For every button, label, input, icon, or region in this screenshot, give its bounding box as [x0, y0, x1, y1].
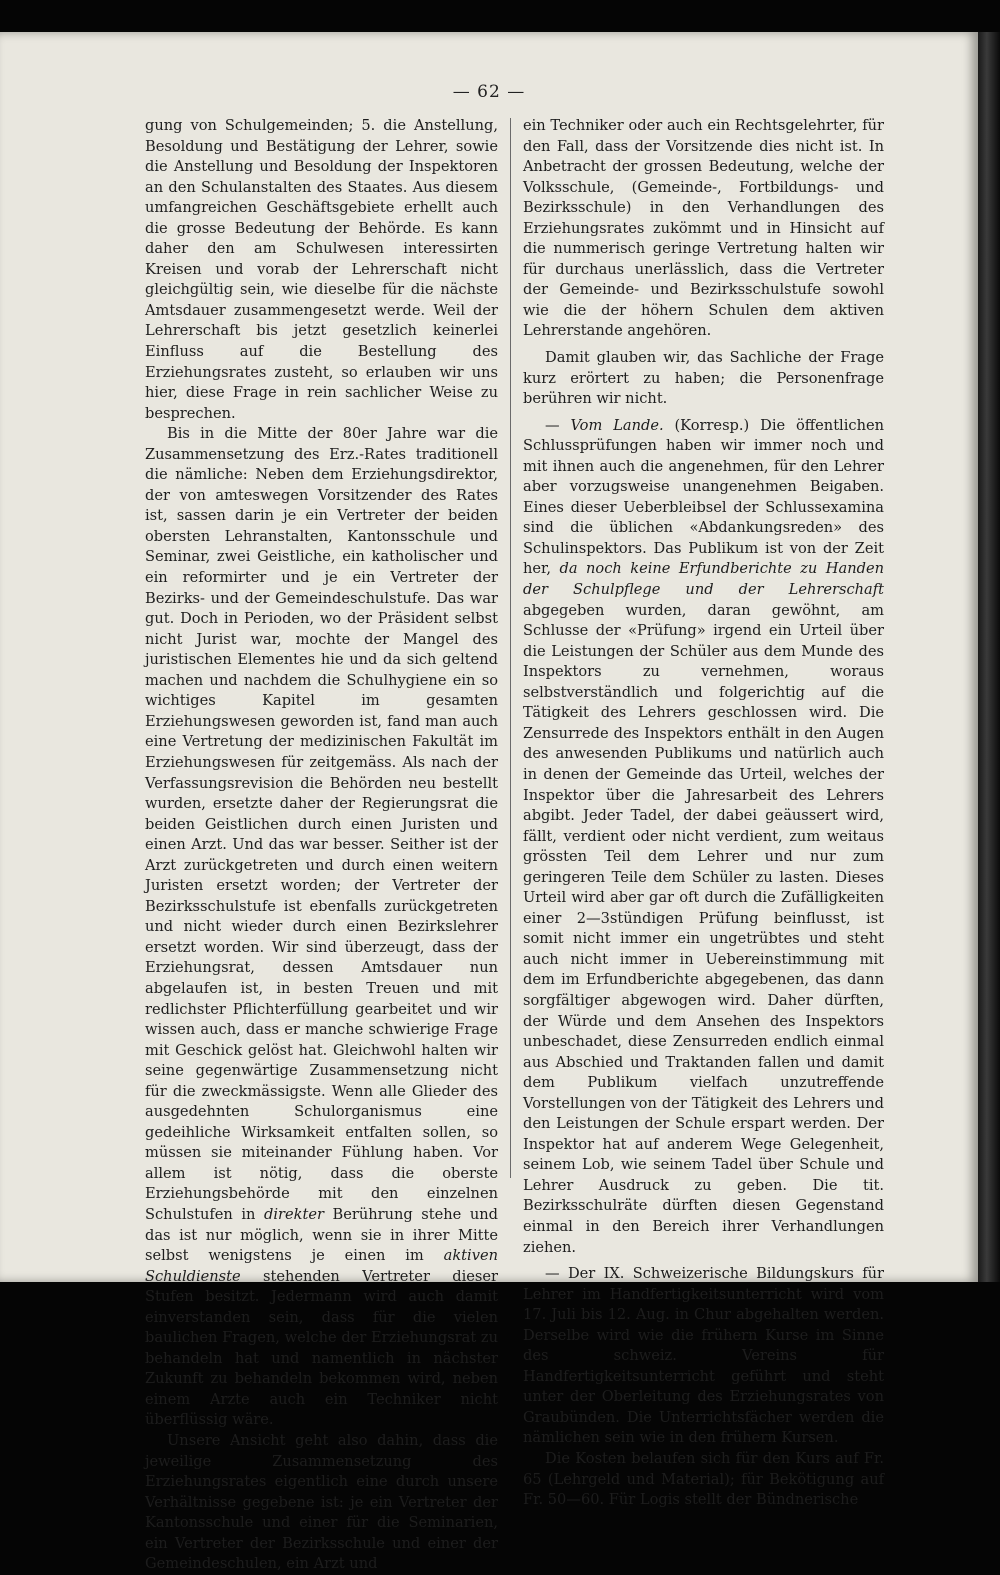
text-run: stehenden Vertreter dieser Stufen besitzt. Jedermann wird auch damit einverstanden sein, dass für die vielen baulichen Fragen, welche der Erziehungsrat zu behandeln hat und namentlich in nächster Zukunft zu behandeln bekommen wird, neben einem Arzte auch ein Techniker nicht überflüssig wäre. — [145, 1267, 498, 1429]
emphasis-text: da noch keine Erfundberichte zu Handen der Schulpflege und der Lehrerschaft — [523, 560, 884, 599]
section-heading: Vom Lande. — [570, 416, 664, 434]
right-paragraph-1 — [523, 116, 884, 342]
right-paragraph-5 — [523, 1449, 884, 1511]
right-paragraph-4 — [523, 1264, 884, 1449]
emphasis-text: direkter — [263, 1205, 324, 1223]
left-column — [145, 116, 498, 1575]
column-divider — [510, 118, 511, 1178]
left-paragraph-1 — [145, 116, 498, 424]
text-run: gung von Schulgemeinden; 5. die Anstellung, Besoldung und Bestätigung der Lehrer, sowie die Anstellung und Besoldung der Inspektoren an den Schulanstalten des Staates. Aus diesem umfangreichen Geschäftsgebiete erhellt auch die grosse Bedeutung der Behörde. Es kann daher den am Schulwesen interessirten Kreisen und vorab der Lehrerschaft nicht gleichgültig sein, wie dieselbe für die nächste Amtsdauer zusammengesetzt werde. Weil der Lehrerschaft bis jetzt gesetzlich keinerlei Einfluss auf die Bestellung des Erziehungsrates zusteht, so erlauben wir uns hier, diese Frage in rein sachlicher Weise zu besprechen. — [145, 117, 498, 422]
binding-edge — [978, 32, 1000, 1282]
text-run: — Der IX. Schweizerische Bildungskurs für Lehrer im Handfertigkeitsunterricht wird vom 17. Juli bis 12. Aug. in Chur abgehalten werden. Derselbe wird wie die frühern Kurse im Sinne des schweiz. Vereins für Handfertigkeitsunterricht geführt und steht unter der Oberleitung des Erziehungsrates von Graubünden. Die Unterrichtsfächer werden die nämlichen sein wie in den frühern Kursen. — [523, 1265, 884, 1447]
text-run: Unsere Ansicht geht also dahin, dass die jeweilige Zusammensetzung des Erziehungsrates eigentlich eine durch unsere Verhältnisse gegebene ist: je ein Vertreter der Kantonsschule und einer für die Seminarien, ein Vertreter der Bezirksschule und einer der Gemeindeschulen, ein Arzt und — [145, 1432, 498, 1573]
text-run: (Korresp.) Die öffentlichen Schlussprüfungen haben wir immer noch und mit ihnen auch die angenehmen, für den Lehrer aber vorzugsweise unangenehmen Beigaben. Eines dieser Ueberbleibsel der Schlussexamina sind die üblichen «Abdankungsreden» des Schulinspektors. Das Publikum ist von der Zeit her, — [523, 416, 885, 578]
right-paragraph-3 — [523, 416, 884, 1258]
text-run: Bis in die Mitte der 80er Jahre war die Zusammensetzung des Erz.-Rates traditionell die nämliche: Neben dem Erziehungsdirektor, der von amteswegen Vorsitzender des Rates ist, sassen darin je ein Vertreter der beiden obersten Lehranstalten, Kantonsschule und Seminar, zwei Geistliche, ein katholischer und ein reformirter und je ein Vertreter der Bezirks- und der Gemeindeschulstufe. Das war gut. Doch in Perioden, wo der Präsident selbst nicht Jurist war, mochte der Mangel des juristischen Elementes hie und da sich geltend machen und nachdem die Schulhygiene ein so wichtiges Kapitel im gesamten Erziehungswesen geworden ist, fand man auch eine Vertretung der medizinischen Fakultät im Erziehungswesen für zeitgemäss. Als nach der Verfassungsrevision die Behörden neu bestellt wurden, ersetzte daher der Regierungsrat die beiden Geistlichen durch einen Juristen und einen Arzt. Und das war besser. Seither ist der Arzt zurückgetreten und durch einen weitern Juristen ersetzt worden; der Vertreter der Bezirksschulstufe ist ebenfalls zurückgetreten und nicht wieder durch einen Bezirkslehrer ersetzt worden. Wir sind überzeugt, dass der Erziehungsrat, dessen Amtsdauer nun abgelaufen ist, in besten Treuen und mit redlichster Pflichterfüllung gearbeitet und wir wissen auch, dass er manche schwierige Frage mit Geschick gelöst hat. Gleichwohl halten wir seine gegenwärtige Zusammensetzung nicht für die zweckmässigste. Wenn alle Glieder des ausgedehnten Schulorganismus eine gedeihliche Wirksamkeit entfalten sollen, so müssen sie miteinander Fühlung haben. Vor allem ist nötig, dass die oberste Erziehungsbehörde mit den einzelnen Schulstufen in — [145, 425, 498, 1223]
emphasis-text: aktiven Schuldienste — [145, 1247, 498, 1285]
text-run: ein Techniker oder auch ein Rechtsgelehrter, für den Fall, dass der Vorsitzende dies nicht ist. In Anbetracht der grossen Bedeutung, welche der Volksschule, (Gemeinde-, Fortbildungs- und Bezirksschule) in den Verhandlungen des Erziehungsrates zukömmt und in Hinsicht auf die nummerisch geringe Vertretung halten wir für durchaus unerlässlich, dass die Vertreter der Gemeinde- und Bezirksschulstufe sowohl wie die der höhern Schulen dem aktiven Lehrerstande angehören. — [523, 117, 884, 340]
right-paragraph-2 — [523, 348, 884, 410]
left-paragraph-3 — [145, 1431, 498, 1575]
right-column — [523, 116, 884, 1511]
page-number: — 62 — — [452, 82, 526, 102]
text-run: abgegeben wurden, daran gewöhnt, am Schlusse der «Prüfung» irgend ein Urteil über die Leistungen der Schüler aus dem Munde des Inspektors zu vernehmen, woraus selbstverständlich und folgerichtig auf die Tätigkeit des Lehrers geschlossen wird. Die Zensurrede des Inspektors enthält in den Augen des anwesenden Publikums und natürlich auch in denen der Gemeinde das Urteil, welches der Inspektor über die Jahresarbeit des Lehrers abgibt. Jeder Tadel, der dabei geäussert wird, fällt, verdient oder nicht verdient, zum weitaus grössten Teil dem Lehrer und nur zum geringeren Teile dem Schüler zu lasten. Dieses Urteil wird aber gar oft durch die Zufälligkeiten einer 2—3stündigen Prüfung beinflusst, ist somit nicht immer ein ungetrübtes und steht auch nicht immer in Uebereinstimmung mit dem im Erfundberichte abgegebenen, das dann sorgfältiger abgewogen wird. Daher dürften, der Würde und dem Ansehen des Inspektors unbeschadet, diese Zensurreden endlich einmal aus Abschied und Traktanden fallen und damit dem Publikum vielfach unzutreffende Vorstellungen von der Tätigkeit des Lehrers und den Leistungen der Schule erspart werden. Der Inspektor hat auf anderem Wege Gelegenheit, seinem Lob, wie seinem Tadel über Schule und Lehrer Ausdruck zu geben. Die tit. Bezirksschulräte dürften diesen Gegenstand einmal in den Bereich ihrer Verhandlungen ziehen. — [523, 601, 884, 1256]
text-run: Damit glauben wir, das Sachliche der Frage kurz erörtert zu haben; die Personenfrage berühren wir nicht. — [523, 349, 884, 408]
left-paragraph-2 — [145, 424, 498, 1431]
text-run: — — [545, 416, 571, 434]
text-run: Berührung stehe und das ist nur möglich, wenn sie in ihrer Mitte selbst wenigstens je einen im — [145, 1205, 498, 1265]
text-run: Die Kosten belaufen sich für den Kurs auf Fr. 65 (Lehrgeld und Material); für Bekötigung auf Fr. 50—60. Für Logis stellt der Bündnerische — [523, 1450, 884, 1509]
